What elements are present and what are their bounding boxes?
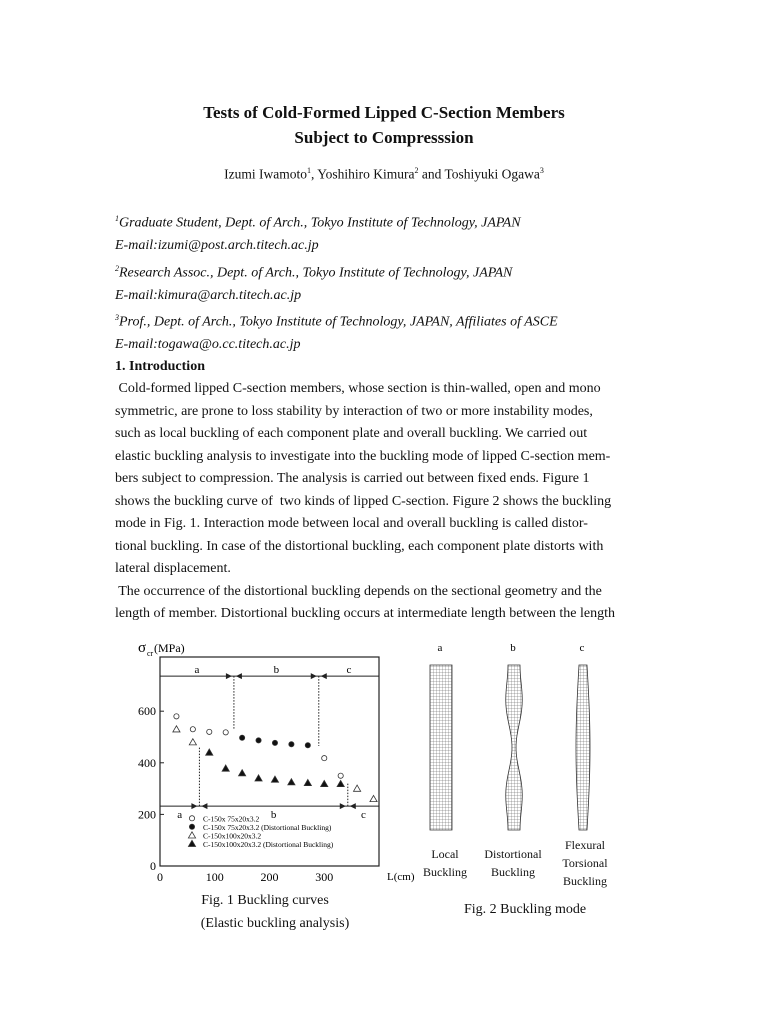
flexural-torsional-buckling-mesh (576, 665, 590, 830)
region-label: c (346, 664, 352, 677)
data-point-open-triangle (354, 785, 361, 791)
body-line: shows the buckling curve of two kinds of lipped C-section. Figure 2 shows the buckling (115, 493, 612, 509)
data-point-open-triangle (173, 726, 180, 732)
sup: 2 (115, 263, 119, 273)
sup: 2 (414, 166, 419, 175)
affiliation-text: E-mail:kimura@arch.titech.ac.jp (115, 287, 302, 303)
t: Flexural (565, 838, 605, 852)
data-point-filled-triangle (337, 780, 344, 786)
region-label: b (273, 664, 280, 677)
body-line: elastic buckling analysis to investigate into the buckling mode of lipped C-section mem- (115, 448, 611, 464)
mode-letter: c (579, 642, 585, 654)
t: Torsional (562, 856, 608, 870)
region-label: c (360, 809, 366, 822)
t: Distortional (484, 847, 542, 861)
mode-c-label (550, 836, 620, 890)
legend-marker (188, 840, 195, 846)
y-tick-label: 200 (138, 807, 156, 822)
body-line: Cold-formed lipped C-section members, whose section is thin-walled, open and mono (115, 381, 601, 396)
mode-a-label (410, 845, 480, 881)
data-point-filled-triangle (239, 770, 246, 776)
y-axis-subscript: cr (147, 649, 154, 658)
data-point-filled-triangle (222, 765, 229, 771)
affiliation-text: Research Assoc., Dept. of Arch., Tokyo Institute of Technology, JAPAN (119, 265, 513, 281)
body-line: tional buckling. In case of the distortional buckling, each component plate distorts with (115, 538, 604, 554)
data-point-open-circle (223, 730, 228, 735)
mode-letter: a (437, 642, 443, 654)
y-tick-label: 600 (138, 704, 156, 719)
body-line: lateral displacement. (115, 561, 231, 576)
t: Buckling (423, 865, 467, 879)
fig1-caption-2: (Elastic buckling analysis) (200, 916, 350, 931)
data-point-open-circle (338, 773, 343, 778)
mode-b-label (478, 845, 548, 881)
figure-1-chart (130, 640, 415, 890)
sup: 1 (115, 214, 119, 223)
t: Buckling (563, 874, 607, 888)
affiliation-line (115, 235, 558, 258)
body-line: mode in Fig. 1. Interaction mode between local and overall buckling is called distor- (115, 516, 588, 531)
body-line: The occurrence of the distortional buckling depends on the sectional geometry and the (115, 583, 602, 599)
affiliation-line (115, 285, 558, 308)
y-axis-symbol: σ (138, 640, 147, 656)
region-label: b (270, 809, 277, 822)
t: Local (431, 847, 459, 861)
data-point-filled-circle (272, 740, 277, 745)
x-axis-label: L(cm) (387, 871, 415, 883)
data-point-filled-triangle (321, 780, 328, 786)
t: Buckling (491, 865, 535, 879)
author: , Yoshihiro Kimura (310, 166, 415, 182)
section-heading: 1. Introduction (115, 359, 205, 374)
x-tick-label: 200 (260, 870, 279, 884)
data-point-filled-circle (305, 743, 310, 748)
y-tick-label: 0 (150, 859, 156, 873)
body-text (115, 378, 655, 626)
x-tick-label: 300 (315, 870, 334, 884)
title-line-2: Subject to Compresssion (294, 128, 474, 147)
y-tick-label: 400 (138, 755, 156, 770)
x-tick-label: 100 (205, 870, 224, 884)
legend-marker (189, 824, 194, 829)
affiliation-text: Graduate Student, Dept. of Arch., Tokyo Institute of Technology, JAPAN (119, 215, 521, 231)
data-point-open-circle (322, 756, 327, 761)
legend-entry: C-150x 75x20x3.2 (203, 814, 260, 824)
x-tick-label: 0 (157, 870, 163, 884)
author: Izumi Iwamoto (224, 166, 307, 182)
data-point-open-circle (190, 727, 195, 732)
legend-marker (189, 816, 194, 821)
legend-marker (188, 832, 195, 838)
author: and Toshiyuki Ogawa (418, 166, 540, 182)
region-label: a (177, 809, 183, 822)
affiliation-text: Prof., Dept. of Arch., Tokyo Institute of Technology, JAPAN, Affiliates of ASCE (119, 314, 558, 330)
affiliation-line (115, 307, 558, 334)
affiliation-line (115, 208, 558, 235)
body-line: bers subject to compression. The analysis is carried out between fixed ends. Figure 1 (115, 471, 590, 486)
data-point-filled-triangle (271, 776, 278, 782)
legend-entry: C-150x 75x20x3.2 (Distortional Buckling) (203, 822, 332, 832)
title-line-1: Tests of Cold-Formed Lipped C-Section Members (203, 103, 565, 122)
legend-entry: C-150x100x20x3.2 (Distortional Buckling) (203, 839, 334, 849)
data-point-filled-triangle (255, 775, 262, 781)
sup: 1 (306, 166, 311, 175)
mode-letter: b (510, 642, 516, 654)
authors (0, 166, 768, 183)
y-axis-unit: (MPa) (154, 641, 185, 655)
affiliations (115, 208, 558, 357)
local-buckling-mesh (430, 665, 452, 830)
body-line: symmetric, are prone to loss stability by interaction of two or more instability modes, (115, 403, 593, 419)
sup: 3 (115, 313, 119, 323)
fig1-caption: Fig. 1 Buckling curves (201, 893, 329, 908)
affiliation-line (115, 258, 558, 285)
affiliation-text: E-mail:togawa@o.cc.titech.ac.jp (115, 337, 301, 353)
body-line: such as local buckling of each component plate and overall buckling. We carried out (115, 426, 588, 441)
data-point-filled-circle (240, 735, 245, 740)
sup: 3 (539, 166, 544, 175)
data-point-open-circle (174, 714, 179, 719)
data-point-filled-circle (256, 738, 261, 743)
data-point-open-circle (207, 729, 212, 734)
affiliation-text: E-mail:izumi@post.arch.titech.ac.jp (115, 238, 319, 254)
body-line: length of member. Distortional buckling occurs at intermediate length between the length (115, 606, 615, 621)
fig2-caption: Fig. 2 Buckling mode (463, 902, 587, 917)
data-point-open-triangle (189, 739, 196, 745)
region-label: a (194, 664, 200, 677)
data-point-filled-triangle (288, 779, 295, 785)
distortional-buckling-mesh (506, 665, 522, 830)
affiliation-line (115, 334, 558, 357)
data-point-filled-circle (289, 742, 294, 747)
legend-entry: C-150x100x20x3.2 (203, 831, 262, 841)
data-point-filled-triangle (206, 749, 213, 755)
data-point-filled-triangle (304, 779, 311, 785)
data-point-open-triangle (370, 795, 377, 801)
